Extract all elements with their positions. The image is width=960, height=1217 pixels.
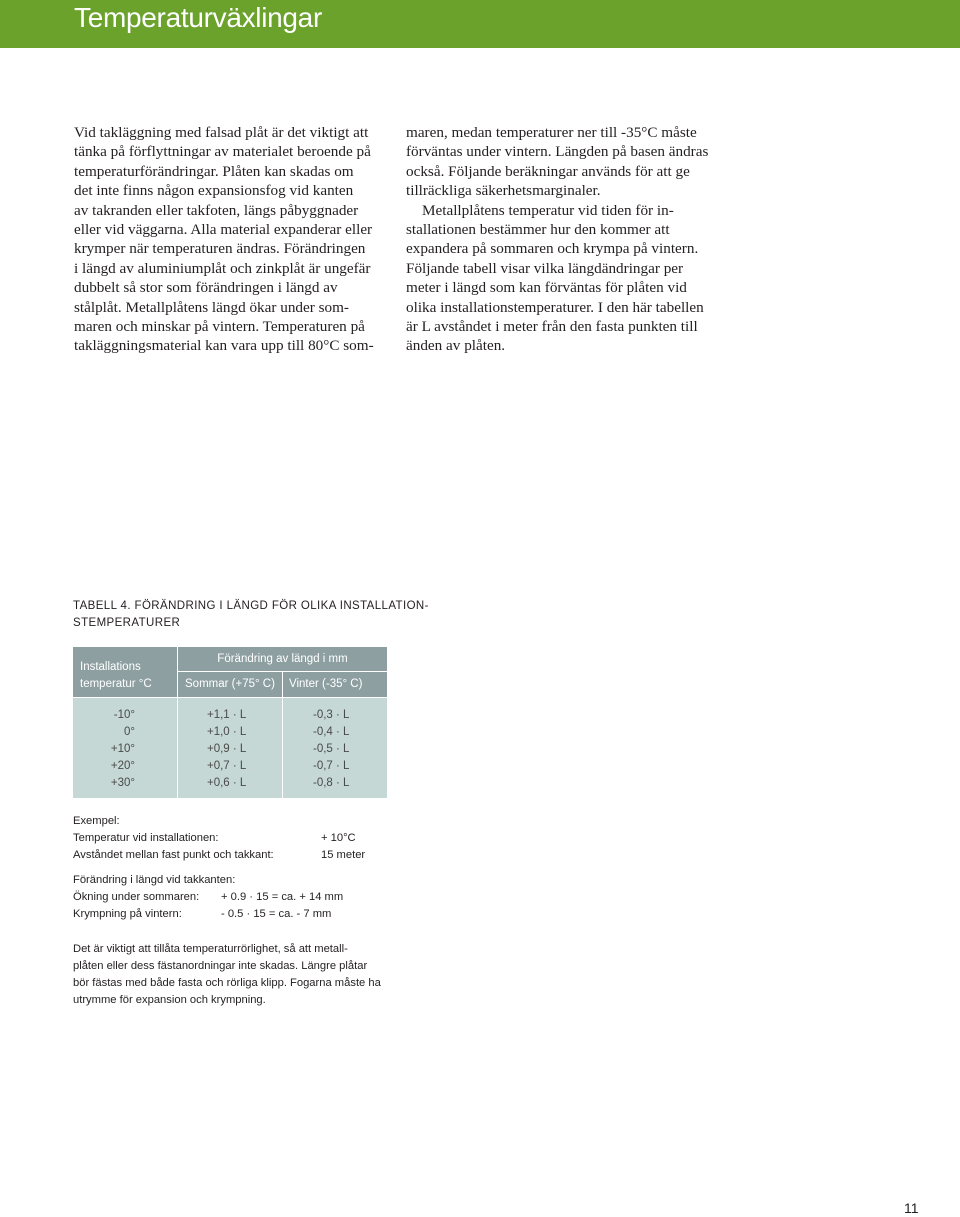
example-label: Temperatur vid installationen: [73, 832, 219, 844]
note-paragraph [73, 941, 403, 1009]
example-row [73, 906, 413, 923]
example-label: Ökning under sommaren: [73, 891, 200, 903]
page-number: 11 [904, 1200, 919, 1216]
text-line: maren, medan temperaturer ner till -35°C måste [406, 124, 697, 141]
page-title: Temperaturväxlingar [74, 2, 322, 33]
text-line: expandera på sommaren och krympa på vintern. [406, 240, 699, 258]
text-line: meter i längd som kan förväntas för plåten vid [406, 279, 687, 297]
left-text-column [74, 123, 396, 356]
example-value: + 10°C [321, 832, 356, 844]
caption-line: STEMPERATURER [73, 617, 181, 629]
text-line: olika installationstemperaturer. I den här tabellen [406, 298, 704, 316]
example-label: Krympning på vintern: [73, 908, 182, 920]
table-cell: 0° [124, 726, 135, 738]
text-line: maren och minskar på vintern. Temperaturen på [74, 318, 365, 336]
example-block [73, 813, 413, 923]
header-winter: Vinter (-35° C) [283, 672, 387, 697]
table-cell: +0,7 · L [207, 760, 247, 772]
text-line: tänka på förflyttningar av materialet beroende på [74, 143, 371, 161]
change-title: Förändring i längd vid takkanten: [73, 874, 236, 886]
text-line: Vid takläggning med falsad plåt är det viktigt att [74, 124, 369, 141]
header-bar [0, 0, 960, 48]
table-cell: -0,7 · L [313, 760, 350, 772]
example-value: - 0.5 · 15 = ca. - 7 mm [221, 908, 332, 920]
text-line: är L avståndet i meter från den fasta punkten till [406, 318, 698, 336]
table-cell: -0,5 · L [313, 743, 350, 755]
text-line: det inte finns någon expansionsfog vid kanten [74, 182, 354, 200]
note-line: Det är viktigt att tillåta temperaturrörlighet, så att metall- [73, 943, 348, 955]
table-cell: +0,9 · L [207, 743, 247, 755]
table-cell: +30° [110, 777, 135, 789]
header-line: Installations [80, 661, 141, 673]
example-value: + 0.9 · 15 = ca. + 14 mm [221, 891, 344, 903]
text-line: av takranden eller takfoten, längs påbyggnader [74, 201, 359, 219]
note-line: utrymme för expansion och krympning. [73, 994, 266, 1006]
table-cell: +20° [110, 760, 135, 772]
text-line: stallationen bestämmer hur den kommer att [406, 221, 670, 239]
body-paragraph [74, 123, 396, 356]
summer-column [178, 698, 282, 798]
table-cell: -0,8 · L [313, 777, 350, 789]
body-paragraph [406, 201, 728, 356]
text-line: Följande tabell visar vilka längdändringar per [406, 259, 684, 277]
text-line: i längd av aluminiumplåt och zinkplåt är ungefär [74, 259, 371, 277]
table-caption [73, 598, 429, 632]
text-line: eller vid väggarna. Alla material expanderar eller [74, 221, 373, 239]
example-value: 15 meter [321, 849, 366, 861]
table-cell: +1,1 · L [207, 709, 247, 721]
table-cell: +0,6 · L [207, 777, 247, 789]
example-row [73, 847, 413, 864]
text-line: dubbelt så stor som förändringen i längd av [74, 279, 338, 297]
text-line: förväntas under vintern. Längden på basen ändras [406, 143, 709, 161]
table-cell: +10° [110, 743, 135, 755]
temperature-column [73, 698, 177, 798]
text-line: krymper när temperaturen ändras. Förändringen [74, 240, 366, 258]
text-line: änden av plåten. [406, 337, 506, 355]
right-text-column [406, 123, 728, 356]
body-paragraph [406, 123, 728, 201]
table-cell: -0,3 · L [313, 709, 350, 721]
text-line: tillräckliga säkerhetsmarginaler. [406, 182, 601, 200]
header-install-temp [73, 647, 177, 697]
text-line: stålplåt. Metallplåtens längd ökar under som- [74, 298, 349, 316]
text-line: Metallplåtens temperatur vid tiden för in- [422, 201, 674, 219]
example-label: Avståndet mellan fast punkt och takkant: [73, 849, 274, 861]
table-cell: +1,0 · L [207, 726, 247, 738]
table-cell: -10° [113, 709, 135, 721]
header-length-change: Förändring av längd i mm [178, 647, 387, 671]
spacer [73, 864, 413, 872]
caption-line: TABELL 4. FÖRÄNDRING I LÄNGD FÖR OLIKA INSTALLATION- [73, 600, 429, 612]
example-row [73, 830, 413, 847]
winter-column [283, 698, 387, 798]
header-line: temperatur °C [80, 678, 152, 690]
table-cell: -0,4 · L [313, 726, 350, 738]
text-line: också. Följande beräkningar används för att ge [406, 162, 690, 180]
note-line: plåten eller dess fästanordningar inte skadas. Längre plåtar [73, 960, 368, 972]
text-line: takläggningsmaterial kan vara upp till 80°C som- [74, 337, 374, 355]
note-line: bör fästas med både fasta och rörliga klipp. Fogarna måste ha [73, 977, 381, 989]
text-line: temperaturförändringar. Plåten kan skadas om [74, 162, 354, 180]
example-row [73, 889, 413, 906]
example-title: Exempel: [73, 815, 120, 827]
header-summer: Sommar (+75° C) [178, 672, 282, 697]
